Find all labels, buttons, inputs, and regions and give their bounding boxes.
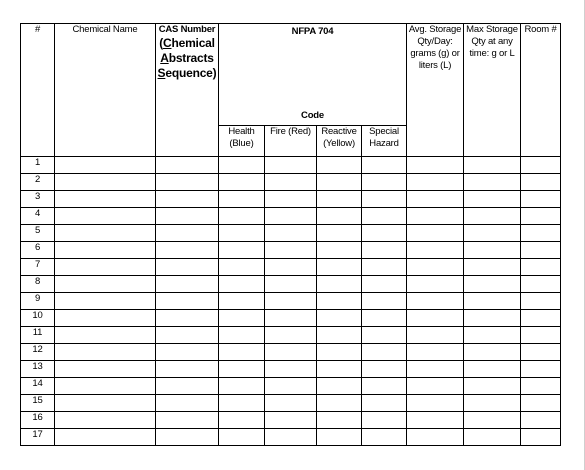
table-cell[interactable] xyxy=(317,259,362,276)
table-cell[interactable] xyxy=(407,395,464,412)
table-row xyxy=(21,395,561,412)
table-cell[interactable] xyxy=(219,242,265,259)
row-number: 7 xyxy=(21,259,55,276)
table-cell[interactable] xyxy=(407,378,464,395)
table-cell[interactable] xyxy=(219,276,265,293)
table-cell[interactable] xyxy=(464,191,521,208)
table-cell[interactable] xyxy=(55,378,156,395)
table-cell[interactable] xyxy=(464,174,521,191)
table-cell[interactable] xyxy=(407,293,464,310)
table-cell[interactable] xyxy=(464,157,521,174)
table-cell[interactable] xyxy=(317,208,362,225)
table-cell[interactable] xyxy=(362,344,407,361)
table-cell[interactable] xyxy=(521,208,561,225)
table-cell[interactable] xyxy=(407,191,464,208)
table-cell[interactable] xyxy=(156,191,219,208)
table-cell[interactable] xyxy=(55,327,156,344)
table-cell[interactable] xyxy=(317,157,362,174)
header-reactive: Reactive (Yellow) xyxy=(317,126,362,157)
table-cell[interactable] xyxy=(219,174,265,191)
table-cell[interactable] xyxy=(362,191,407,208)
table-cell[interactable] xyxy=(265,378,317,395)
table-cell[interactable] xyxy=(265,157,317,174)
table-row xyxy=(21,310,561,327)
table-cell[interactable] xyxy=(55,259,156,276)
table-cell[interactable] xyxy=(219,361,265,378)
table-cell[interactable] xyxy=(521,191,561,208)
row-number: 17 xyxy=(21,429,55,446)
table-cell[interactable] xyxy=(521,259,561,276)
table-cell[interactable] xyxy=(265,327,317,344)
nfpa-code-label: Code xyxy=(301,110,324,121)
table-cell[interactable] xyxy=(362,361,407,378)
table-cell[interactable] xyxy=(156,395,219,412)
table-cell[interactable] xyxy=(317,344,362,361)
table-cell[interactable] xyxy=(317,174,362,191)
table-cell[interactable] xyxy=(55,310,156,327)
table-cell[interactable] xyxy=(464,208,521,225)
table-body xyxy=(21,157,561,446)
table-cell[interactable] xyxy=(362,327,407,344)
table-cell[interactable] xyxy=(219,191,265,208)
table-cell[interactable] xyxy=(55,361,156,378)
table-row xyxy=(21,361,561,378)
table-cell[interactable] xyxy=(362,378,407,395)
table-cell[interactable] xyxy=(265,344,317,361)
table-row xyxy=(21,174,561,191)
table-cell[interactable] xyxy=(265,174,317,191)
table-cell[interactable] xyxy=(407,242,464,259)
row-number: 13 xyxy=(21,361,55,378)
table-cell[interactable] xyxy=(317,276,362,293)
table-cell[interactable] xyxy=(317,191,362,208)
table-cell[interactable] xyxy=(407,429,464,446)
table-cell[interactable] xyxy=(521,378,561,395)
table-cell[interactable] xyxy=(219,208,265,225)
table-cell[interactable] xyxy=(464,327,521,344)
table-cell[interactable] xyxy=(55,191,156,208)
table-cell[interactable] xyxy=(521,293,561,310)
table-cell[interactable] xyxy=(362,259,407,276)
header-max-storage: Max Storage Qty at any time: g or L xyxy=(464,24,521,157)
table-cell[interactable] xyxy=(265,225,317,242)
table-cell[interactable] xyxy=(55,293,156,310)
table-cell[interactable] xyxy=(55,157,156,174)
table-cell[interactable] xyxy=(156,208,219,225)
table-cell[interactable] xyxy=(156,327,219,344)
table-row xyxy=(21,191,561,208)
table-cell[interactable] xyxy=(55,429,156,446)
table-row xyxy=(21,429,561,446)
table-cell[interactable] xyxy=(317,327,362,344)
header-avg-storage: Avg. Storage Qty/Day: grams (g) or liters (L) xyxy=(407,24,464,157)
table-cell[interactable] xyxy=(521,361,561,378)
table-cell[interactable] xyxy=(362,293,407,310)
table-cell[interactable] xyxy=(55,174,156,191)
table-cell[interactable] xyxy=(265,429,317,446)
header-fire: Fire (Red) xyxy=(265,126,317,157)
table-cell[interactable] xyxy=(317,310,362,327)
table-cell[interactable] xyxy=(156,174,219,191)
table-cell[interactable] xyxy=(156,293,219,310)
header-nfpa-704 xyxy=(219,24,407,126)
table-cell[interactable] xyxy=(407,259,464,276)
table-cell[interactable] xyxy=(407,327,464,344)
table-cell[interactable] xyxy=(317,429,362,446)
table-cell[interactable] xyxy=(265,310,317,327)
table-row xyxy=(21,276,561,293)
table-row xyxy=(21,225,561,242)
table-cell[interactable] xyxy=(407,157,464,174)
table-cell[interactable] xyxy=(219,327,265,344)
table-row xyxy=(21,208,561,225)
table-cell[interactable] xyxy=(265,208,317,225)
row-number: 16 xyxy=(21,412,55,429)
header-room: Room # xyxy=(521,24,561,157)
table-cell[interactable] xyxy=(156,429,219,446)
table-row xyxy=(21,293,561,310)
table-cell[interactable] xyxy=(219,429,265,446)
table-cell[interactable] xyxy=(55,242,156,259)
table-cell[interactable] xyxy=(156,259,219,276)
nfpa-title: NFPA 704 xyxy=(291,26,334,37)
table-cell[interactable] xyxy=(55,344,156,361)
table-cell[interactable] xyxy=(265,191,317,208)
chemical-inventory-table xyxy=(20,23,561,446)
table-cell[interactable] xyxy=(464,344,521,361)
row-number: 9 xyxy=(21,293,55,310)
table-cell[interactable] xyxy=(407,225,464,242)
table-cell[interactable] xyxy=(317,242,362,259)
table-cell[interactable] xyxy=(156,378,219,395)
table-cell[interactable] xyxy=(156,242,219,259)
row-number: 2 xyxy=(21,174,55,191)
row-number: 5 xyxy=(21,225,55,242)
table-cell[interactable] xyxy=(464,259,521,276)
table-row xyxy=(21,242,561,259)
table-cell[interactable] xyxy=(317,225,362,242)
table-cell[interactable] xyxy=(317,395,362,412)
row-number: 1 xyxy=(21,157,55,174)
table-cell[interactable] xyxy=(219,395,265,412)
header-health: Health (Blue) xyxy=(219,126,265,157)
table-cell[interactable] xyxy=(521,412,561,429)
table-cell[interactable] xyxy=(156,310,219,327)
table-cell[interactable] xyxy=(407,361,464,378)
header-cas-number xyxy=(156,24,219,157)
table-cell[interactable] xyxy=(464,276,521,293)
table-cell[interactable] xyxy=(362,242,407,259)
table-cell[interactable] xyxy=(55,225,156,242)
table-row xyxy=(21,327,561,344)
row-number: 4 xyxy=(21,208,55,225)
cas-number-label: CAS Number xyxy=(158,24,216,35)
table-cell[interactable] xyxy=(156,344,219,361)
row-number: 11 xyxy=(21,327,55,344)
table-cell[interactable] xyxy=(521,429,561,446)
table-cell[interactable] xyxy=(55,395,156,412)
table-cell[interactable] xyxy=(317,293,362,310)
table-cell[interactable] xyxy=(464,242,521,259)
table-cell[interactable] xyxy=(407,344,464,361)
header-special-hazard: Special Hazard xyxy=(362,126,407,157)
table-cell[interactable] xyxy=(156,412,219,429)
table-cell[interactable] xyxy=(219,157,265,174)
table-row xyxy=(21,259,561,276)
table-cell[interactable] xyxy=(265,293,317,310)
table-cell[interactable] xyxy=(362,208,407,225)
table-cell[interactable] xyxy=(521,276,561,293)
table-cell[interactable] xyxy=(362,310,407,327)
table-cell[interactable] xyxy=(521,174,561,191)
table-cell[interactable] xyxy=(464,412,521,429)
table-cell[interactable] xyxy=(464,361,521,378)
table-cell[interactable] xyxy=(156,276,219,293)
table-cell[interactable] xyxy=(362,157,407,174)
table-cell[interactable] xyxy=(55,208,156,225)
row-number: 8 xyxy=(21,276,55,293)
table-cell[interactable] xyxy=(265,395,317,412)
table-cell[interactable] xyxy=(265,242,317,259)
table-cell[interactable] xyxy=(156,157,219,174)
table-cell[interactable] xyxy=(521,344,561,361)
table-cell[interactable] xyxy=(464,395,521,412)
table-cell[interactable] xyxy=(362,395,407,412)
table-cell[interactable] xyxy=(265,276,317,293)
table-cell[interactable] xyxy=(407,310,464,327)
row-number: 3 xyxy=(21,191,55,208)
table-cell[interactable] xyxy=(219,293,265,310)
table-cell[interactable] xyxy=(362,429,407,446)
table-cell[interactable] xyxy=(219,259,265,276)
table-cell[interactable] xyxy=(407,412,464,429)
row-number: 6 xyxy=(21,242,55,259)
header-number: # xyxy=(21,24,55,157)
table-cell[interactable] xyxy=(464,310,521,327)
table-cell[interactable] xyxy=(362,225,407,242)
table-cell[interactable] xyxy=(156,361,219,378)
row-number: 14 xyxy=(21,378,55,395)
table-cell[interactable] xyxy=(464,429,521,446)
table-row xyxy=(21,412,561,429)
table-cell[interactable] xyxy=(219,412,265,429)
table-cell[interactable] xyxy=(265,412,317,429)
table-cell[interactable] xyxy=(464,293,521,310)
table-cell[interactable] xyxy=(362,174,407,191)
table-cell[interactable] xyxy=(265,361,317,378)
table-cell[interactable] xyxy=(407,276,464,293)
table-row xyxy=(21,378,561,395)
row-number: 15 xyxy=(21,395,55,412)
table-cell[interactable] xyxy=(219,310,265,327)
table-cell[interactable] xyxy=(407,174,464,191)
table-cell[interactable] xyxy=(317,378,362,395)
table-cell[interactable] xyxy=(55,276,156,293)
table-cell[interactable] xyxy=(521,242,561,259)
cas-sub-label: (Chemical Abstracts Sequence) xyxy=(157,36,217,80)
table-row xyxy=(21,157,561,174)
table-cell[interactable] xyxy=(521,157,561,174)
table-cell[interactable] xyxy=(317,412,362,429)
table-cell[interactable] xyxy=(219,225,265,242)
table-cell[interactable] xyxy=(464,378,521,395)
table-cell[interactable] xyxy=(219,344,265,361)
table-cell[interactable] xyxy=(521,310,561,327)
table-cell[interactable] xyxy=(317,361,362,378)
table-cell[interactable] xyxy=(219,378,265,395)
table-cell[interactable] xyxy=(362,412,407,429)
table-row xyxy=(21,344,561,361)
header-chemical-name: Chemical Name xyxy=(55,24,156,157)
row-number: 10 xyxy=(21,310,55,327)
table-cell[interactable] xyxy=(362,276,407,293)
table-cell[interactable] xyxy=(521,225,561,242)
table-cell[interactable] xyxy=(521,395,561,412)
table-cell[interactable] xyxy=(55,412,156,429)
table-cell[interactable] xyxy=(265,259,317,276)
row-number: 12 xyxy=(21,344,55,361)
table-cell[interactable] xyxy=(464,225,521,242)
table-cell[interactable] xyxy=(407,208,464,225)
table-cell[interactable] xyxy=(156,225,219,242)
table-cell[interactable] xyxy=(521,327,561,344)
